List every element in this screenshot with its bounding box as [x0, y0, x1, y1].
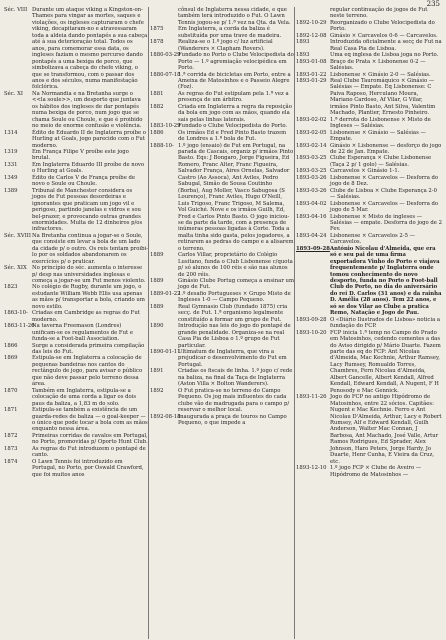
timeline-entry	[296, 233, 442, 246]
entry-text: 1.ª corrida de bicicletas em Porto, entre a Ameixa de Matosinhos e o Passeio Alegre (Foz).	[178, 71, 291, 91]
entry-text: Em Inglaterra Eduardo III proíbe de novo o Hurling at Goals.	[32, 161, 145, 175]
entry-date: 1893-01-29	[296, 77, 327, 84]
entry-text: As regras do Fut introduzem o pontapé de canto.	[32, 445, 146, 459]
timeline-entry	[296, 39, 442, 52]
entry-text: António Nicolau d'Almeida, que era só e seu pai de uma firma exportadora Vinho do Porto e viajava frequentemente p/ Inglaterra onde tomou conhecimento do novo desporto, funda no Porto o Foot-ball Club do Porto, no dia do aniversário do rei D. Carlos (31 anos) e da rainha D. Amélia (28 anos). Tem 22 anos, e só se dos Vilar ao Clube a pratica Remo, Natação e Jogo de Pau.	[330, 245, 442, 317]
entry-date: 1893-03-25	[296, 168, 327, 175]
entry-text: Uma eq inglesa de Lisboa joga no Porto.	[330, 52, 439, 59]
timeline-entry	[296, 59, 442, 72]
entry-text: Em Inglaterra, a corda da baliza é substituída por uma trave de madeira.	[178, 26, 282, 39]
timeline-entry	[150, 414, 294, 427]
entry-date: 1878	[150, 39, 164, 46]
entry-date: 1893-03-25	[296, 155, 327, 162]
timeline-entry	[150, 388, 294, 414]
entry-text: regular continuação de jogos de Fut neste terreno.	[330, 7, 428, 20]
timeline-entry	[296, 7, 442, 20]
timeline-entry	[4, 310, 148, 323]
entry-text: Criadas em Cambridge as regras do Fut moderno.	[32, 310, 140, 323]
entry-date: Séc. XIX	[4, 265, 27, 272]
entry-date: 1870	[4, 387, 18, 394]
timeline-entry	[4, 175, 148, 188]
timeline-entry	[150, 26, 294, 39]
entry-text: Carlos Villar, proprietário do Colégio Lusitano, funda o Club Lisbonense c/quota p/ só alunos de 100 réis e são nas alunos de 200 réis.	[178, 252, 293, 278]
timeline-entry	[4, 91, 148, 130]
timeline-entry	[296, 188, 442, 201]
entry-text: Introduzida oficialmente a secç de Fut na Real Casa Pia de Lisboa.	[330, 39, 442, 52]
timeline-entry	[4, 130, 148, 149]
entry-date: 1892	[150, 387, 164, 394]
entry-text: Ginásio Clube Portug começa a ensinar um jogo de Fut.	[178, 278, 294, 291]
entry-text: O «Diário Ilustrados de Lisboa» noticia a fundação do FCP.	[330, 316, 441, 330]
entry-text: Édito de Carlos V de França proíbe de novo o Soule ou Choule.	[32, 174, 136, 188]
entry-date: 1893-02-14	[296, 142, 327, 149]
timeline-entry	[296, 317, 442, 330]
timeline-entry	[296, 394, 442, 465]
entry-text: cônsul de Inglaterra nessa cidade, e que também terá introduzido o Fut. O Lawn Tennis jogou-se p/ 1.ª vez na Qta. da Vela.	[178, 7, 291, 26]
timeline-entry	[4, 446, 148, 459]
entry-text: FCP inicia 1.ª temp no Campo do Prado em Matosinhos, cedendo comentes a das do Aviso dirigido p/ Mário Duarte. Fazem parte das eq do FCP: Ant Nicolau d'Almeida, Mac Kechnie, Arthur Ramsey, Lacy Rumsey, Romualdo Torres, Chambres, Fern Nicolau d'Almeida, Albert Gancelle, Albert Kendall, Alfred Kendall, Edward Kendall, A Nugent, F H Penosody e Mac Gennick.	[330, 329, 441, 394]
entry-text: Carcavelos × Ginásio 1-1.	[330, 168, 400, 175]
entry-text: O Fut pratica-se no terreno do Campo Pequeno. Os jog mais influentes do cada clube vão de madrugada para o campo p/ reservar o melhor local.	[178, 387, 290, 414]
entry-date: 1880-07-18	[150, 71, 181, 78]
entry-text: Os irmãos Ed e Fred Pinto Basto trazem de Londres a 1.ª bola de Fut.	[178, 129, 287, 143]
entry-date: 1891	[150, 368, 164, 375]
entry-text: Também em Inglaterra, estipula-se a colocação de uma corda a ligar os dois paus da baliza, a 1,83 m do solo.	[32, 387, 137, 407]
entry-date: 1893-04-16	[296, 213, 327, 220]
entry-date: 1893-04-02	[296, 200, 327, 207]
timeline-entry	[296, 143, 442, 156]
entry-text: Lisbonense × Carcavelos — Desforra do jogo de 8 Dez.	[330, 174, 439, 188]
entry-date: 1314	[4, 129, 18, 136]
entry-date: 1890-01-11	[150, 349, 181, 356]
entry-date: Séc. XI	[4, 90, 23, 97]
entry-text: No princípio do séc. aumenta o interesse p/ desp nas universidades inglesas e começa a jogar-se um Fut menos violento.	[32, 265, 146, 285]
entry-text: Estipula-se também a existência de um guarda-redes de baliza — o goal-keeper — o único que pode tocar a bola com as mãos enquanto nessa área.	[32, 407, 148, 433]
entry-text: Reorganizado o Clube Velocipedista do Porto.	[330, 19, 435, 33]
timeline-entry	[296, 130, 442, 143]
entry-date: 1866	[4, 342, 18, 349]
entry-date: 1889	[150, 278, 164, 285]
timeline-entry	[296, 78, 442, 117]
entry-date: 1893-01-22	[296, 71, 327, 78]
entry-date: 1893-12-10	[296, 465, 327, 472]
entry-text: Introdução nas leis do jogo do pontapé de grande penalidade. Organiza-se na real Casa Pia de Lisboa o 1.º grupo de Fut particular.	[178, 323, 291, 349]
entry-text: Realiza-se o 1.º jogo c/ luz artificial (Wanderers × Clapham Rovers).	[178, 39, 273, 52]
entry-date: 1893-09-28	[296, 245, 330, 252]
entry-text: Tribunal de Manchester considera os jogos de Fut pessoas desordeiras e ignorantes que praticam um jogo vil e perigoso, partindo janelas e vidros e sou bel-prazer, e provocando outras grandes enormidades. Multa de 12 dinheiros p/os infractores.	[32, 187, 143, 233]
timeline-entry	[296, 175, 442, 188]
timeline-entry	[4, 265, 148, 284]
entry-text: Lisbonense × Carcavelos 2-5 — Carcavelos.	[330, 232, 415, 246]
timeline-entry	[4, 355, 148, 387]
entry-date	[150, 7, 178, 26]
entry-date: 1893	[296, 52, 310, 59]
entry-date: 1882	[150, 103, 164, 110]
timeline-entry	[4, 188, 148, 233]
entry-date: 1893-03-26	[296, 174, 327, 181]
timeline-entry	[296, 117, 442, 130]
entry-date: 1893-11-26	[296, 394, 327, 401]
timeline-entry	[4, 233, 148, 265]
entry-date: 1893	[296, 39, 310, 46]
timeline-entry	[150, 304, 294, 323]
entry-text: Na Bretanha continua a jogar-se o Soule, que consiste em levar a bola de um lado da cidade p/ o outro. Os reis tentam proibi-lo por os soldados abandonarem os exercícios p/ o praticar.	[32, 232, 148, 265]
entry-date: 1863-10-	[4, 310, 28, 317]
entry-text: Real Clube Tauromáquico × Ginásio — Salésias — Empate. Eq Lisbonense: C Paiva Raposo, Herculano Moura, Mariano Cardoso, Af Vilar, G Vilar, irmãos Pinto Basto, Ant Silva, Valentim Machado, Plantier, Ernesto Pinheiro.	[330, 77, 436, 117]
entry-text: Lisbonense × Misto de ingleses — Salésias — empate. Desforra do jogo de 2 Fev.	[330, 213, 442, 233]
entry-text: 1.ª derrota do Lisbonense × Misto de Ingleses — Salésias.	[330, 116, 431, 130]
entry-text: Clube de Lisboa × Clube Esperança 2-0 — Salésias.	[330, 187, 437, 201]
entry-date: Séc. VIII	[4, 7, 28, 13]
entry-text: Lisbonense × Ginásio — Salésias — Empate.	[330, 129, 426, 143]
entry-text: Lisbonense × Carcavelos — Desforra do jogo de 5 Mar.	[330, 200, 439, 214]
entry-date: 1893-02-02	[296, 116, 327, 123]
entry-date: 1881	[150, 90, 164, 97]
entry-text: Real Gymnasio Club (fundado 1875) cria secç. de Fut. 1.ª organismo legalmente constituído a formar um grupo de Fut.	[178, 303, 288, 323]
timeline-entry	[150, 104, 294, 123]
entry-date	[296, 7, 330, 20]
entry-text: 1.º desafio Portugueses × Grupo Misto de Ingleses 1-0 — Campo Pequeno.	[178, 290, 291, 304]
entry-date: 1880-03-29	[150, 52, 181, 59]
entry-text: Braço de Prata × Lisbonense 0-2 — Salésias.	[330, 58, 426, 72]
entry-text: Na taverna Freemason (Londres) unificam-se os regulamentos de Fut e funda-se a Foot-ball Association.	[32, 323, 133, 343]
entry-date: 1886	[150, 129, 164, 136]
entry-text: Na Normandia e na Bretanha surge o <<la soule>>, um desporto que juntava os hábitos dos ingleses de dar pontapés numa bexiga de porco, num jogo que se chama Soule ou Choule, e que é proibido no meio de enorme confusão e violência.	[32, 90, 143, 130]
entry-text: Inaugurada a praça de touros no Campo Pequeno, o que impede a	[178, 413, 287, 426]
entry-date: 1823	[4, 284, 18, 291]
timeline-entry	[4, 407, 148, 433]
timeline-entry	[296, 20, 442, 33]
timeline-column-3	[296, 7, 442, 639]
timeline-entry	[4, 388, 148, 407]
timeline-entry	[150, 278, 294, 291]
entry-date: 1873	[4, 445, 18, 452]
entry-text: Ginásio × Lisbonense — desforço do jogo de 22 de Jan. Empate.	[330, 142, 442, 155]
timeline-entry	[296, 246, 442, 317]
entry-date: Séc. XVIII	[4, 232, 31, 239]
entry-date: 1893-01-08	[296, 58, 327, 65]
timeline-entry	[4, 343, 148, 356]
entry-date: 1869	[4, 355, 18, 362]
timeline-entry	[296, 214, 442, 233]
timeline-entry	[4, 162, 148, 175]
entry-date: 1874	[4, 458, 18, 465]
entry-date: 1889	[150, 303, 164, 310]
entry-text: As regras do Fut estipulam pela 1.ª vez a presença de um árbitro.	[178, 90, 289, 104]
entry-date: 1389	[4, 187, 18, 194]
timeline-column-1	[4, 7, 149, 639]
timeline-entry	[150, 323, 294, 349]
timeline-entry	[150, 349, 294, 368]
entry-date: 1889	[150, 252, 164, 259]
entry-text: Primeiras corridas de cavalos em Portugal, no Porto, promovidas p/ Oporto Hunt Club.	[32, 432, 148, 446]
entry-date: 1889-01-22	[150, 290, 181, 297]
entry-date: 1319	[4, 148, 18, 155]
entry-date: 1888-10-	[150, 142, 174, 149]
entry-text: Surge a considerada primeira compilação das leis do Fut.	[32, 342, 145, 356]
entry-date: 1349	[4, 174, 18, 181]
entry-date: 1872	[4, 432, 18, 439]
entry-text: 1.º jogo (ensaio) de Fut em Portugal, na parada de Cascais, organiz p/ irmãos Pinto Basto. Eqs: J Bongaro, Jorge Figueira, Ed Romero, Franc Alter, Franc Figueira, Salvador França, Aires Ornelas, Salvador Castro (Ao Assoca), Ant Aviles, Pedro Sabugal, Simão de Sousa Coutinho (Borba), Aug Moller, Vasco Sabugosa (S Lourenço), Franc Aviles, Hugo O'Neill, Luis Trigoso, Franc Trigoso, M Salema, Vol Guiché. Nove e os irmãos Guilh, Ed, Fred e Carlos Pinto Basto. O jogo iniciou-se da parte da tarde, com a presença de inúmeras pessoas ligadas à Corte. Toda a malta tinha sido gasta, pelos jogadores, a retirarem as pedras do campo e a alisarem o terreno.	[178, 142, 294, 252]
entry-date: 1890	[150, 323, 164, 330]
page-number: 235	[426, 0, 440, 8]
entry-date: 1893-09-28	[296, 316, 327, 323]
timeline-entry	[296, 330, 442, 395]
entry-text: Ginásio × Carcavelos 0-6 — Carcavelos.	[330, 32, 438, 39]
timeline-entry	[4, 149, 148, 162]
entry-date: 1331	[4, 161, 18, 168]
timeline-entry	[4, 433, 148, 446]
entry-text: Em França Filipe V proíbe este jogo brutal.	[32, 148, 129, 162]
timeline-entry	[296, 155, 442, 168]
timeline-entry	[4, 284, 148, 310]
entry-text: O Lawn Tennis foi introduzido em Portugal, no Porto, por Oswald Crawford, que foi muitos anos	[32, 458, 144, 478]
timeline-entry	[4, 459, 148, 478]
entry-text: Estipula-se em Inglaterra a colocação de pequenas bandeiras nos cantos do rectângulo de jogo, para avisar o público que não deve passar pelo terreno dessa área.	[32, 355, 143, 388]
timeline-entry	[296, 201, 442, 214]
timeline-entry	[150, 91, 294, 104]
timeline-entry	[150, 252, 294, 278]
entry-text: Fundado o Clube Velocipedista do Porto.	[178, 123, 288, 130]
entry-text: Criadas os fiscais de linha. 1.º jogo c/ rede na baliza, na final da Taça de Inglaterra (Aston Villa × Bolton Wanderers).	[178, 368, 293, 388]
entry-text: Fundado no Porto o Clube Velocipedista do Porto — 1.º agremiação velocipédica em Porto.	[178, 52, 294, 72]
entry-date: 1883-10-29	[150, 123, 181, 130]
entry-date: 1863-11-26	[4, 323, 35, 330]
entry-date: 1893-02-05	[296, 129, 327, 136]
entry-text: Criada em Inglaterra a regra da reposição da bola em jogo com as mãos, quando ela sais pelas linhas laterais.	[178, 103, 292, 123]
entry-text: Ultimatum de Inglaterra, que vira a prejudicar o desenvolvimento do Fut em Portugal.	[178, 349, 287, 368]
timeline-entry	[150, 291, 294, 304]
timeline-column-2	[150, 7, 295, 639]
timeline-entry	[4, 7, 148, 91]
timeline-entry	[150, 7, 294, 26]
entry-text: Édito de Eduardo II de Inglaterra proíbe o Hurling at Goals, jogo parecido com o Fut moderno.	[32, 129, 146, 149]
entry-text: Jogo do FCP no antigo Hipódromo de Matosinhos, entre 22 sócios. Capitães: Nugent e Mac Kechnie. Ferro e Ant Nicolau D'Almeida, Arthur, Lacy e Robert Rumsey, Alf e Edward Kendall, Guilh Anderson, Walter Mac Connan, J Barbosa, Ant Machado, José Valle, Artur Ramos Rodrigues, Ed Sprader, Alex Johnson, Haro Peters, Jorge Hardy, Jo Duarte, Henr Cunha, E Vieira da Cruz, etc.	[330, 394, 442, 465]
entry-text: Clube Esperança × Clube Lisbonense (Taça 2 p/ 1 golo) — Salésias.	[330, 155, 432, 168]
entry-date: 1893-10-20	[296, 329, 327, 336]
timeline-entry	[4, 323, 148, 342]
timeline-entry	[296, 465, 442, 478]
entry-date: 1892-08-18	[150, 413, 181, 420]
entry-text: Lisbonense × Ginásio 2-0 — Salésias.	[330, 71, 431, 78]
entry-date: 1893-04-24	[296, 232, 327, 239]
entry-date: 1871	[4, 407, 18, 414]
timeline-entry	[150, 130, 294, 143]
timeline-entry	[150, 39, 294, 52]
entry-text: Durante um ataque viking a Kingston-on-Thames para vingar as mortes, saques e violações, os ingleses capturaram o chefe viking, decapitaram-no e atravessaram toda a aldeia dando pontapés a sua cabeça até à sua deterioração total. Todos os anos, para comemorar essa data, os ingleses faziam o mesmo percurso dando pontapés a uma bexiga de porco, que simbolizava a cabeça do chefe viking, o que se transformou, com o passar dos anos e dos séculos, numa manifestação folclórica.	[32, 7, 148, 91]
entry-text: No colégio de Rugby, durante um jogo, o estudante William Webb Ellis usa apenas as mãos p/ transportar a bola, criando um novo estilo.	[32, 284, 145, 310]
timeline-entry	[150, 368, 294, 387]
timeline-entry	[150, 143, 294, 253]
entry-date: 1875	[150, 26, 164, 33]
entry-date: 1892-10-29	[296, 19, 327, 26]
entry-date: 1892-12-08	[296, 32, 327, 39]
entry-date: 1893-03-26	[296, 187, 327, 194]
timeline-entry	[150, 52, 294, 71]
entry-text: 1.º jogo FCP × Clube de Aveiro — Hipódromo de Matosinhos —	[330, 465, 422, 478]
timeline-entry	[150, 72, 294, 91]
